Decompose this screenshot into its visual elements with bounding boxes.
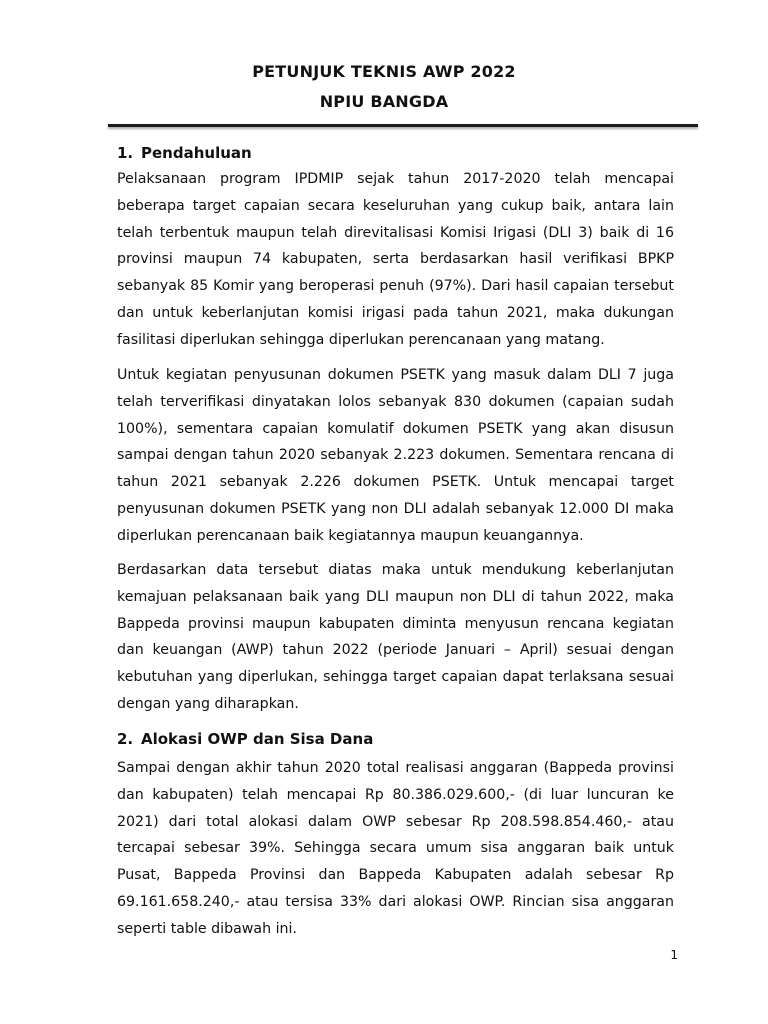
section-heading-alokasi [117, 730, 373, 748]
title-divider [108, 124, 698, 127]
section-title: Alokasi OWP dan Sisa Dana [141, 730, 374, 748]
page-number: 1 [670, 948, 678, 962]
paragraph: Pelaksanaan program IPDMIP sejak tahun 2017-2020 telah mencapai beberapa target capaian secara keseluruhan yang cukup baik, antara lain telah terbentuk maupun telah direvitalisasi Komisi Irigasi (DLI 3) baik di 16 provinsi maupun 74 kabupaten, serta berdasarkan hasil verifikasi BPKP sebanyak 85 Komir yang beroperasi penuh (97%). Dari hasil capaian tersebut dan untuk keberlanjutan komisi irigasi pada tahun 2021, maka dukungan fasilitasi diperlukan sehingga diperlukan perencanaan yang matang. [117, 171, 674, 348]
section-number: 1. [117, 144, 134, 162]
paragraph: Berdasarkan data tersebut diatas maka untuk mendukung keberlanjutan kemajuan pelaksanaan baik yang DLI maupun non DLI di tahun 2022, maka Bappeda provinsi maupun kabupaten diminta menyusun rencana kegiatan dan keuangan (AWP) tahun 2022 (periode Januari – April) sesuai dengan kebutuhan yang diperlukan, sehingga target capaian dapat terlaksana sesuai dengan yang diharapkan. [117, 562, 674, 712]
paragraph: Untuk kegiatan penyusunan dokumen PSETK yang masuk dalam DLI 7 juga telah terverifikasi dinyatakan lolos sebanyak 830 dokumen (capaian sudah 100%), sementara capaian komulatif dokumen PSETK yang akan disusun sampai dengan tahun 2020 sebanyak 2.223 dokumen. Sementara rencana di tahun 2021 sebanyak 2.226 dokumen PSETK. Untuk mencapai target penyusunan dokumen PSETK yang non DLI adalah sebanyak 12.000 DI maka diperlukan perencanaan baik kegiatannya maupun keuangannya. [117, 367, 674, 544]
section-number: 2. [117, 730, 134, 748]
paragraph: Sampai dengan akhir tahun 2020 total realisasi anggaran (Bappeda provinsi dan kabupaten) telah mencapai Rp 80.386.029.600,- (di luar luncuran ke 2021) dari total alokasi dalam OWP sebesar Rp 208.598.854.460,- atau tercapai sebesar 39%. Sehingga secara umum sisa anggaran baik untuk Pusat, Bappeda Provinsi dan Bappeda Kabupaten adalah sebesar Rp 69.161.658.240,- atau tersisa 33% dari alokasi OWP. Rincian sisa anggaran seperti table dibawah ini. [117, 760, 674, 937]
section-title: Pendahuluan [141, 144, 252, 162]
section-heading-pendahuluan [117, 144, 252, 162]
document-subtitle: NPIU BANGDA [319, 92, 449, 111]
document-title: PETUNJUK TEKNIS AWP 2022 [252, 62, 516, 81]
